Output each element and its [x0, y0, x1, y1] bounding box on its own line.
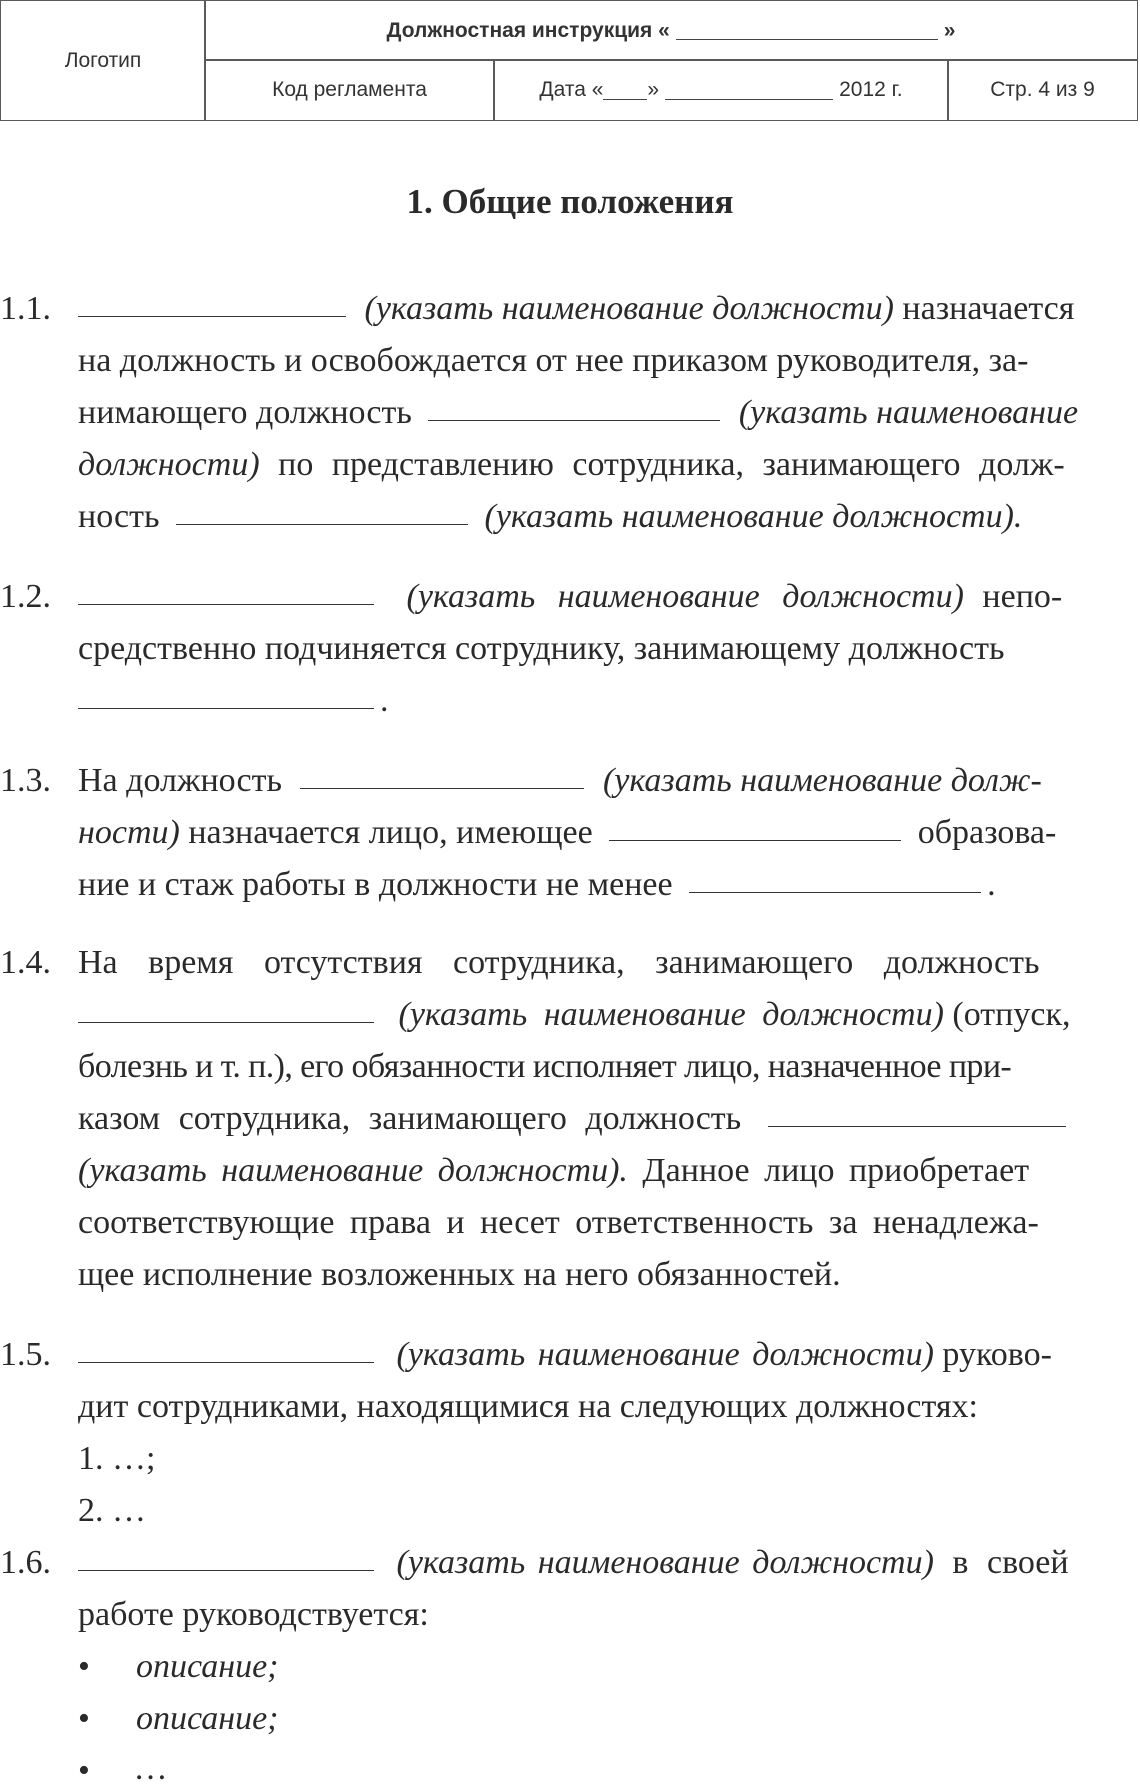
position-placeholder: (указать наименование должности) — [396, 1544, 934, 1581]
clause-line — [78, 290, 1136, 328]
clause-text: назначается — [893, 290, 1075, 327]
clause-number: 1.6. — [0, 1544, 51, 1581]
clause-line — [78, 342, 1136, 380]
bullet-icon: • — [78, 1752, 90, 1789]
clause-line — [78, 1152, 1136, 1190]
clause-text: 1. …; — [78, 1440, 156, 1477]
clause-text: На время отсутствия сотрудника, занимающего должность — [78, 944, 1040, 981]
clause-line — [78, 996, 1136, 1034]
position-placeholder: ности) — [78, 814, 180, 851]
date-prefix: Дата « — [539, 78, 604, 101]
position-placeholder: должности) — [78, 446, 260, 483]
clause-line — [78, 446, 1136, 484]
position-placeholder: (указать наименование должности) — [398, 996, 944, 1033]
fill-blank — [78, 707, 374, 709]
clause-text: руково- — [933, 1336, 1052, 1373]
position-placeholder: (указать наименование должности) — [364, 290, 894, 327]
clause-text: работе руководствуется: — [78, 1596, 429, 1633]
title-cell — [204, 0, 1138, 61]
clause-number: 1.3. — [0, 762, 51, 799]
clause-text: непо- — [963, 578, 1063, 615]
clause-number: 1.2. — [0, 578, 51, 615]
clause-text: средственно подчиняется сотруднику, занимающему должность — [78, 630, 1005, 667]
date-year: 2012 г. — [839, 78, 903, 101]
clause-number: 1.4. — [0, 944, 51, 981]
bullet-item: … — [136, 1750, 167, 1787]
clause-text: ние и стаж работы в должности не менее — [78, 866, 673, 903]
regulation-code-label: Код регламента — [272, 78, 427, 101]
clause-line — [78, 1048, 1136, 1086]
clause-text: дит сотрудниками, находящимися на следующих должностях: — [78, 1388, 978, 1425]
clause-line — [78, 1388, 1136, 1426]
clause-line — [78, 866, 1136, 904]
clause-text: На должность — [78, 762, 282, 799]
date-cell — [493, 59, 949, 121]
position-placeholder: (указать наименование должности). — [78, 1152, 628, 1189]
clause-line — [78, 762, 1136, 800]
clause-line — [78, 394, 1136, 432]
position-placeholder: (указать наименование должности) — [406, 578, 964, 615]
clause-text: по представлению сотрудника, занимающего долж- — [259, 446, 1065, 483]
position-placeholder: (указать наименование должности) — [396, 1336, 934, 1373]
fill-blank — [78, 603, 374, 605]
fill-blank — [78, 1021, 374, 1023]
clause-text: в своей — [933, 1544, 1069, 1581]
date-mid: » — [647, 78, 660, 101]
clause-text: . — [380, 682, 389, 719]
page-number: Стр. 4 из 9 — [990, 78, 1095, 101]
fill-blank — [768, 1125, 1066, 1127]
clause-text: на должность и освобождается от нее приказом руководителя, за- — [78, 342, 1029, 379]
clause-text: (отпуск, — [943, 996, 1071, 1033]
clause-line — [78, 1256, 1136, 1294]
clause-number: 1.5. — [0, 1336, 51, 1373]
clause-text: казом сотрудника, занимающего должность — [78, 1100, 742, 1137]
clause-line — [78, 814, 1136, 852]
clause-line — [78, 1100, 1136, 1138]
fill-blank — [428, 419, 720, 421]
fill-blank — [689, 891, 981, 893]
clause-line — [78, 630, 1136, 668]
clause-line — [78, 1544, 1136, 1582]
clause-line — [78, 1596, 1136, 1634]
clause-line — [78, 578, 1136, 616]
clause-line — [78, 682, 1136, 720]
fill-blank — [78, 1361, 374, 1363]
clause-text: назначается лицо, имеющее — [179, 814, 593, 851]
fill-blank — [300, 787, 584, 789]
document-title-prefix: Должностная инструкция « — [386, 18, 670, 42]
sub-list-item — [78, 1440, 1136, 1478]
bullet-item: описание; — [136, 1648, 279, 1685]
clause-line — [78, 944, 1136, 982]
clause-text: . — [987, 866, 996, 903]
position-placeholder: (указать наименование должности). — [484, 498, 1023, 535]
document-title-suffix: » — [943, 18, 956, 42]
fill-blank — [176, 523, 468, 525]
clause-text: Данное лицо приобретает — [627, 1152, 1030, 1189]
logo-cell — [0, 0, 206, 121]
clause-text: болезнь и т. п.), его обязанности исполняет лицо, назначенное при- — [78, 1048, 1012, 1085]
bullet-icon: • — [78, 1648, 90, 1685]
page-number-cell — [947, 59, 1138, 121]
position-placeholder: (указать наименование — [738, 394, 1079, 431]
document-header — [0, 0, 1138, 121]
bullet-item: описание; — [136, 1700, 279, 1737]
sub-list-item — [78, 1492, 1136, 1530]
clause-line — [78, 498, 1136, 536]
clause-text: нимающего должность — [78, 394, 412, 431]
logo-placeholder: Логотип — [64, 48, 142, 72]
clause-text: ность — [78, 498, 160, 535]
position-placeholder: (указать наименование долж- — [602, 762, 1042, 799]
clause-line — [78, 1336, 1136, 1374]
clause-line — [78, 1204, 1136, 1242]
clause-number: 1.1. — [0, 290, 51, 327]
title-blank — [676, 21, 938, 41]
fill-blank — [78, 1569, 374, 1571]
clause-text: соответствующие права и несет ответственность за ненадлежа- — [78, 1204, 1039, 1241]
regulation-code-cell — [204, 59, 495, 121]
bullet-icon: • — [78, 1700, 90, 1737]
clause-text: щее исполнение возложенных на него обязанностей. — [78, 1256, 841, 1293]
fill-blank — [609, 839, 901, 841]
clause-text: 2. … — [78, 1492, 146, 1529]
date-day-blank — [603, 80, 647, 100]
clause-text: образова- — [917, 814, 1057, 851]
date-month-blank — [665, 80, 833, 100]
fill-blank — [78, 315, 346, 317]
section-title: 1. Общие положения — [406, 182, 734, 221]
